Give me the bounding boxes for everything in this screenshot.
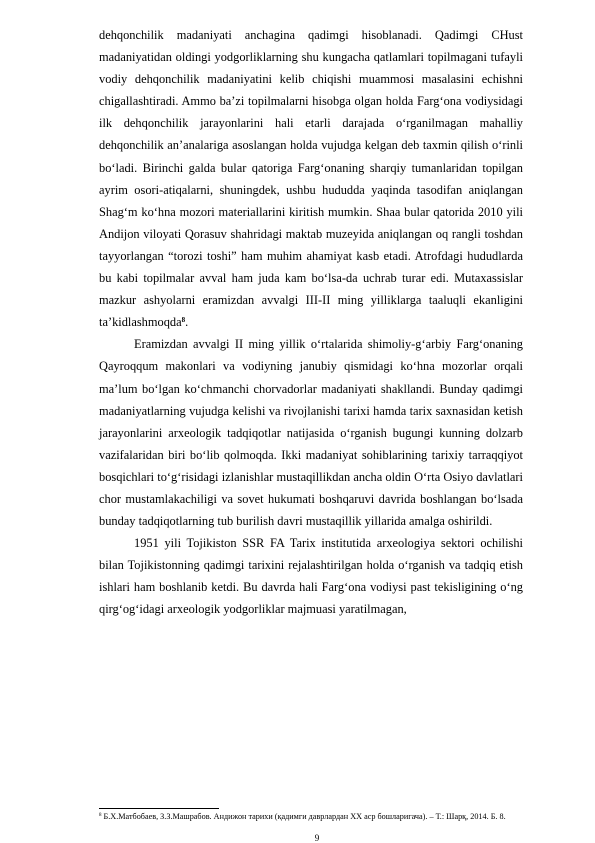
footnote-reference: 8 (181, 316, 186, 325)
paragraph-1 (99, 24, 523, 333)
footnote-text: Б.Х.Матбобаев, З.З.Машрабов. Андижон тарихи (қадимги даврлардан XX аср бошларигача). – Т.: Шарқ, 2014. Б. 8. (103, 812, 506, 821)
footnote-separator (99, 808, 219, 809)
paragraph-2: Eramizdan avvalgi II ming yillik o‘rtalarida shimoliy-g‘arbiy Farg‘onaning Qayroqqum makonlari va vodiyning janubiy qismidagi ko‘hna mozorlar orqali ma’lum bo‘lgan ko‘chmanchi chorvadorlar madaniyati shakllandi. Bunday qadimgi madaniyatlarning vujudga kelishi va rivojlanishi tarixi hamda tarix saxnasidan ketish jarayonlarini arxeologik tadqiqotlar natijasida o‘rganish bugungi kunning dolzarb vazifalaridan biri bo‘lib qolmoqda. Ikki madaniyat sohiblarining tarixiy tarraqqiyot bosqichlari to‘g‘risidagi izlanishlar mustaqillikdan ancha oldin O‘rta Osiyo davlatlari chor mustamlakachiligi va sovet hukumati boshqaruvi davrida boshlangan bo‘lsada bunday tadqiqotlarning tub burilish davri mustaqillik yillarida amalga oshirildi. (99, 337, 523, 529)
page-number: 9 (314, 833, 320, 843)
footnote (99, 811, 523, 822)
paragraph-3: 1951 yili Tojikiston SSR FA Tarix institutida arxeologiya sektori ochilishi bilan Tojikistonning qadimgi tarixini rejalashtirilgan holda o‘rganish va tadqiq etish ishlari ham boshlanib ketdi. Bu davrda hali Farg‘ona vodiysi past tekisligining o‘ng qirg‘og‘idagi arxeologik yodgorliklar majmuasi yaratilmagan, (99, 536, 523, 617)
paragraph-1-text: dehqonchilik madaniyati anchagina qadimgi hisoblanadi. Qadimgi CHust madaniyatidan oldingi yodgorliklarning shu kungacha qatlamlari topilmagani tufayli vodiy dehqonchilik madaniyatini kelib chiqishi muammosi masalasini echishni chigallashtiradi. Ammo ba’zi topilmalarni hisobga olgan holda Farg‘ona vodiysidagi ilk dehqonchilik jarayonlarini hali etarli darajada o‘rganilmagan mahalliy dehqonchilik an’analariga asoslangan holda vujudga kelgan deb taxmin qilish o‘rinli bo‘ladi. Birinchi galda bular qatoriga Farg‘onaning sharqiy tumanlaridan topilgan ayrim osori-atiqalarni, shuningdek, ushbu hududda yaqinda tasodifan aniqlangan Shag‘m ko‘hna mozori materiallarini kiritish mumkin. Shaa bular qatorida 2010 yili Andijon viloyati Qorasuv shahridagi maktab muzeyida aniqlangan oq rangli toshdan tayyorlangan “torozi toshi” ham muhim ahamiyat kasb etadi. Atrofdagi hududlarda bu kabi topilmalar avval ham juda kam bo‘lsa-da uchrab turar edi. Mutaxassislar mazkur ashyolarni eramizdan avvalgi III-II ming yilliklarga taaluqli ekanligini ta’kidlashmoqda (99, 28, 523, 330)
footnote-number: 8 (99, 813, 102, 818)
paragraph-1-end: . (185, 315, 189, 330)
body-text (99, 24, 523, 621)
